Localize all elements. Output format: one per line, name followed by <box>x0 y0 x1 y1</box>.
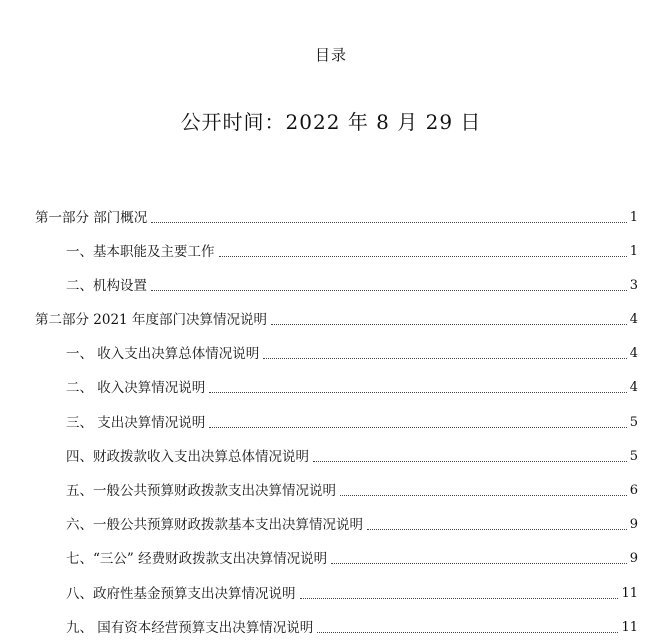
dot-leader <box>263 358 626 359</box>
toc-entry[interactable] <box>66 344 638 364</box>
toc-entry-page: 1 <box>629 210 638 225</box>
toc-entry-label: 五、一般公共预算财政拨款支出决算情况说明 <box>66 483 336 499</box>
toc-entry-page: 9 <box>629 551 638 566</box>
toc-entry-label: 二、 收入决算情况说明 <box>66 380 206 396</box>
toc-entry[interactable] <box>66 515 638 535</box>
toc-entry-label: 第二部分 2021 年度部门决算情况说明 <box>35 312 267 328</box>
toc-entry[interactable] <box>66 413 638 433</box>
toc-entry-page: 9 <box>629 517 638 532</box>
toc-entry-label: 八、政府性基金预算支出决算情况说明 <box>66 586 296 602</box>
toc-entry-page: 5 <box>629 415 638 430</box>
dot-leader <box>340 495 627 496</box>
toc-entry-page: 11 <box>621 586 638 601</box>
toc-entry-label: 一、 收入支出决算总体情况说明 <box>66 346 260 362</box>
toc-entry[interactable] <box>66 549 638 569</box>
dot-leader <box>209 392 626 393</box>
dot-leader <box>317 632 618 633</box>
page-title: 目录 <box>314 46 347 64</box>
dot-leader <box>300 598 619 599</box>
toc-entry-label: 二、机构设置 <box>66 278 147 294</box>
toc-entry-page: 4 <box>629 346 638 361</box>
dot-leader <box>313 461 627 462</box>
toc-entry[interactable] <box>66 447 638 467</box>
dot-leader <box>271 324 627 325</box>
toc-entry[interactable] <box>66 584 638 604</box>
toc-entry-page: 11 <box>621 620 638 635</box>
toc-entry-label: 九、 国有资本经营预算支出决算情况说明 <box>66 620 314 636</box>
toc-entry-page: 4 <box>629 312 638 327</box>
toc-entry-label: 第一部分 部门概况 <box>35 210 148 226</box>
dot-leader <box>219 256 627 257</box>
dot-leader <box>151 290 627 291</box>
toc-entry-label: 四、财政拨款收入支出决算总体情况说明 <box>66 449 309 465</box>
toc-entry-label: 六、一般公共预算财政拨款基本支出决算情况说明 <box>66 517 363 533</box>
toc-entry-page: 1 <box>629 244 638 259</box>
toc-entry-label: 七、“三公” 经费财政拨款支出决算情况说明 <box>66 551 328 567</box>
dot-leader <box>209 427 626 428</box>
toc-entry-page: 6 <box>629 483 638 498</box>
toc-entry-page: 3 <box>629 278 638 293</box>
toc-entry[interactable] <box>66 242 638 262</box>
toc-entry-label: 三、 支出决算情况说明 <box>66 415 206 431</box>
toc-entry[interactable] <box>66 618 638 638</box>
toc-entry[interactable] <box>66 276 638 296</box>
toc-entry-page: 4 <box>629 380 638 395</box>
toc-entry[interactable] <box>35 208 638 228</box>
toc-entry[interactable] <box>66 481 638 501</box>
toc-entry[interactable] <box>35 310 638 330</box>
publish-time: 公开时间：2022 年 8 月 29 日 <box>180 110 482 134</box>
toc-entry-label: 一、基本职能及主要工作 <box>66 244 215 260</box>
dot-leader <box>151 222 626 223</box>
toc-entry[interactable] <box>66 378 638 398</box>
toc-entry-page: 5 <box>629 449 638 464</box>
dot-leader <box>331 563 627 564</box>
dot-leader <box>367 529 627 530</box>
